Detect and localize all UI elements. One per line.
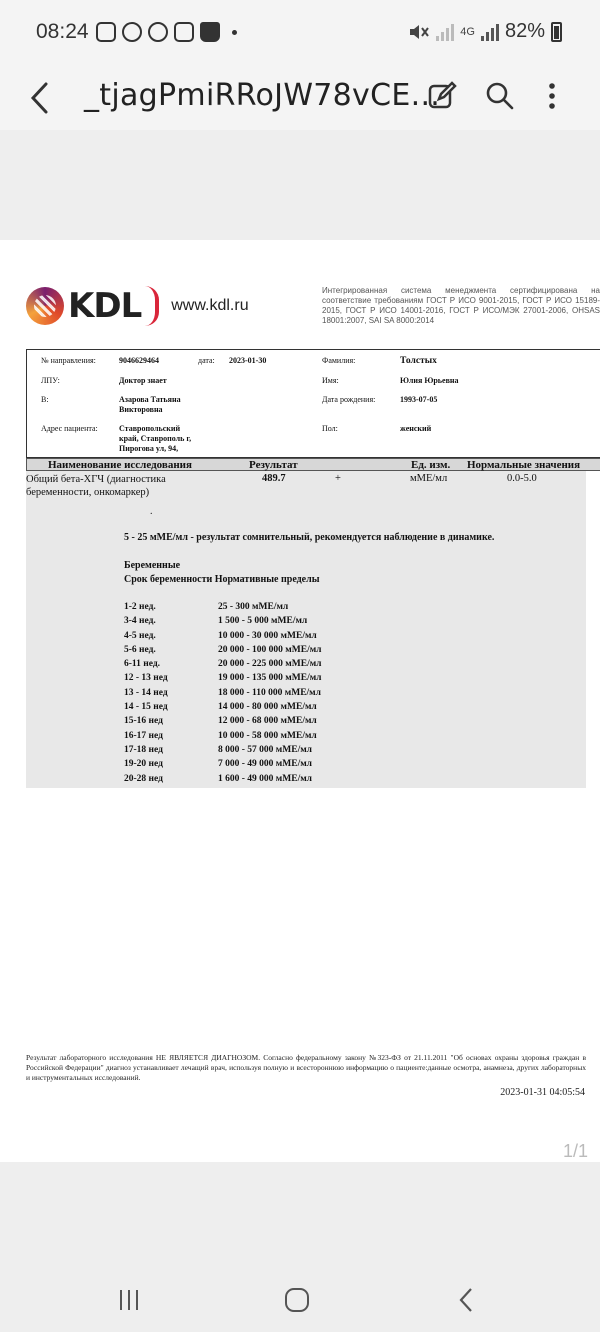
sex-value: женский <box>400 424 432 433</box>
more-options-button[interactable] <box>534 78 570 114</box>
signal-icon <box>481 23 499 41</box>
status-time: 08:24 <box>36 20 89 43</box>
back-button[interactable] <box>28 74 68 122</box>
pregnancy-range: 25 - 300 мМЕ/мл <box>218 602 289 612</box>
notification-icons <box>96 22 237 42</box>
home-icon <box>284 1287 310 1313</box>
pregnancy-range: 1 600 - 49 000 мМЕ/мл <box>218 773 313 784</box>
result-value: 489.7 <box>262 473 286 484</box>
pregnancy-range: 19 000 - 135 000 мМЕ/мл <box>218 673 322 684</box>
instagram-icon <box>96 22 116 42</box>
result-unit: мМЕ/мл <box>410 473 448 484</box>
pregnancy-range: 14 000 - 80 000 мМЕ/мл <box>218 702 317 713</box>
results-header <box>26 458 600 471</box>
search-button[interactable] <box>482 78 518 114</box>
pregnancy-term: 3-4 нед. <box>124 616 156 627</box>
pregnancy-range: 20 000 - 100 000 мМЕ/мл <box>218 644 322 655</box>
pregnancy-term: 20-28 нед <box>124 773 163 784</box>
pregnancy-term: 6-11 нед. <box>124 659 161 670</box>
pregnancy-term: 17-18 нед <box>124 744 163 755</box>
more-icon <box>548 82 556 110</box>
app-icon <box>148 22 168 42</box>
viewer-background-bottom <box>0 1162 600 1266</box>
pregnancy-term: 12 - 13 нед <box>124 673 168 684</box>
page-counter: 1/1 <box>562 1141 588 1161</box>
dot-mark: . <box>150 506 153 517</box>
surname-value: Толстых <box>400 356 437 366</box>
birth-value: 1993-07-05 <box>400 395 438 404</box>
search-icon <box>485 81 515 111</box>
back-icon <box>28 81 52 115</box>
more-notifications-dot <box>232 30 237 35</box>
pregnancy-range: 20 000 - 225 000 мМЕ/мл <box>218 659 322 670</box>
pregnancy-term: 19-20 нед <box>124 759 163 770</box>
nav-back-button[interactable] <box>452 1286 482 1314</box>
name-value: Юлия Юрьевна <box>400 376 459 385</box>
pregnancy-term: 15-16 нед <box>124 716 163 727</box>
recents-icon <box>117 1288 141 1312</box>
pregnancy-term: 16-17 нед <box>124 730 163 741</box>
system-status <box>408 20 562 43</box>
direction-label: № направления: <box>41 356 96 365</box>
pregnancy-range: 8 000 - 57 000 мМЕ/мл <box>218 744 313 755</box>
lpu-value: Доктор знает <box>119 376 167 385</box>
pinterest-icon <box>122 22 142 42</box>
pregnancy-range: 18 000 - 110 000 мМЕ/мл <box>218 687 321 698</box>
printed-timestamp: 2023-01-31 04:05:54 <box>500 1087 585 1098</box>
home-button[interactable] <box>282 1286 312 1314</box>
battery-icon <box>551 22 562 42</box>
signal-weak-icon <box>436 23 454 41</box>
birth-label: Дата рождения: <box>322 395 376 404</box>
date-value: 2023-01-30 <box>229 356 267 365</box>
pregnancy-term: 1-2 нед. <box>124 602 156 612</box>
back-nav-icon <box>458 1287 476 1313</box>
result-test-name: Общий бета-ХГЧ (диагностика беременности, онкомаркер) <box>26 474 166 498</box>
pregnancy-title: Беременные <box>124 560 181 571</box>
document-page[interactable] <box>0 240 600 1162</box>
doctor-label: В: <box>41 395 49 404</box>
instagram-icon-2 <box>174 22 194 42</box>
pregnancy-term: 14 - 15 нед <box>124 702 168 713</box>
direction-value: 9046629464 <box>119 356 159 365</box>
result-flag: + <box>335 473 341 484</box>
kdl-logo-mark-icon <box>26 287 64 325</box>
logo-text: KDL <box>68 286 142 326</box>
viewer-background-top <box>0 130 600 240</box>
pregnancy-term: 13 - 14 нед <box>124 687 168 698</box>
patient-info-box <box>26 349 600 458</box>
pregnancy-range: 1 500 - 5 000 мМЕ/мл <box>218 616 308 627</box>
pregnancy-range: 10 000 - 58 000 мМЕ/мл <box>218 730 317 741</box>
battery-percent: 82% <box>504 20 545 42</box>
mute-icon <box>408 22 430 42</box>
document-title: _tjagPmiRRoJW78vCE... <box>84 78 441 113</box>
doctor-value: Азарова Татьяна Викторовна <box>119 395 181 414</box>
network-type: 4G <box>460 25 475 38</box>
lpu-label: ЛПУ: <box>41 376 60 385</box>
shopping-bag-icon <box>200 22 220 42</box>
header-normal: Нормальные значения <box>467 459 581 471</box>
result-note: 5 - 25 мМЕ/мл - результат сомнительный, рекомендуется наблюдение в динамике. <box>124 532 495 543</box>
edit-icon <box>427 81 457 111</box>
disclaimer-text: Результат лабораторного исследования НЕ ЯВЛЯЕТСЯ ДИАГНОЗОМ. Согласно федеральному закону №323-ФЗ от 21.11.2011 "Об основах охраны здоровья граждан в Российской Федерации" диагноз устанавливает лечащий врач, используя полную и всестороннюю информацию о пациенте:данные осмотра, анамнеза, других лабораторных и инструментальных исследований. <box>26 1053 586 1082</box>
surname-label: Фамилия: <box>322 356 356 365</box>
pregnancy-header: Срок беременности Нормативные пределы <box>124 574 320 585</box>
pregnancy-term: 4-5 нед. <box>124 630 156 641</box>
system-nav-bar <box>0 1266 600 1332</box>
status-bar <box>0 0 600 66</box>
header-result: Результат <box>249 459 298 471</box>
header-name: Наименование исследования <box>48 459 192 471</box>
address-label: Адрес пациента: <box>41 424 98 433</box>
name-label: Имя: <box>322 376 339 385</box>
pregnancy-term: 5-6 нед. <box>124 644 156 655</box>
kdl-logo <box>26 286 249 326</box>
pregnancy-range: 12 000 - 68 000 мМЕ/мл <box>218 716 317 727</box>
logo-url: www.kdl.ru <box>171 297 249 314</box>
edit-button[interactable] <box>424 78 460 114</box>
logo-chevron-icon <box>145 286 159 326</box>
address-value: Ставропольский край, Ставрополь г, Пирогова ул, 94, <box>119 424 192 453</box>
pregnancy-range: 10 000 - 30 000 мМЕ/мл <box>218 630 317 641</box>
app-bar <box>0 66 600 130</box>
date-label: дата: <box>198 356 215 365</box>
header-unit: Ед. изм. <box>411 459 451 471</box>
sex-label: Пол: <box>322 424 338 433</box>
certification-text: Интегрированная система менеджмента сертифицирована на соответствие требованиям ГОСТ Р ИСО 9001-2015, ГОСТ Р ИСО 15189-2015, ГОСТ Р ИСО 14001-2016, ГОСТ Р ИСО/МЭК 27001-2006, OHSAS 18001:2007, SAI SA 8000:2014 <box>322 286 600 325</box>
recents-button[interactable] <box>114 1286 144 1314</box>
pregnancy-range: 7 000 - 49 000 мМЕ/мл <box>218 759 313 770</box>
result-normal: 0.0-5.0 <box>507 473 537 484</box>
